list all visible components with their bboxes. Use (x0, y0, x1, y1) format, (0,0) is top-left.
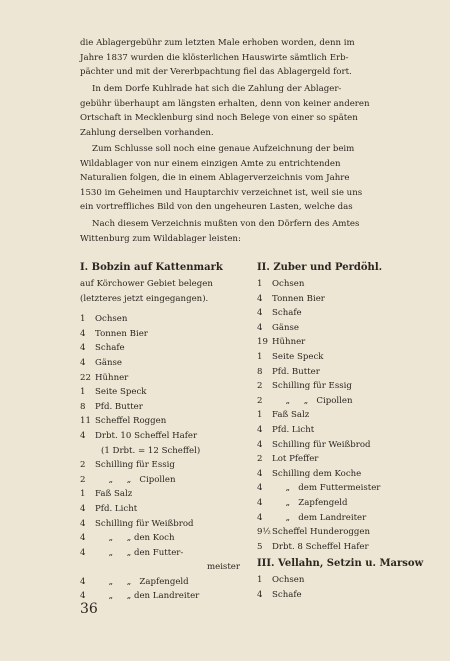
list-item (257, 467, 417, 482)
item-quantity: 1 (80, 387, 86, 398)
item-text: Gänse (272, 322, 300, 333)
list-item (257, 379, 417, 394)
text-line: Zum Schlusse soll noch eine genaue Aufzeichnung der beim (92, 144, 355, 154)
list-item (80, 312, 250, 327)
item-quantity: 1 (257, 279, 263, 289)
list-item (257, 438, 417, 453)
item-text: Scheffel Hunderoggen (272, 527, 371, 538)
item-quantity: 8 (80, 401, 86, 412)
list-item (80, 400, 250, 415)
text-line: Zahlung derselben vorhanden. (80, 127, 214, 138)
item-text: Tonnen Bier (95, 328, 148, 339)
item-quantity: 1 (257, 410, 263, 421)
item-text: Schilling für Weißbrod (95, 518, 194, 529)
item-text: Schafe (95, 343, 125, 354)
paragraph-2 (80, 82, 408, 140)
item-text: Ochsen (95, 314, 128, 325)
text-line: pächter und mit der Vererbpachtung fiel das Ablagergeld fort. (80, 67, 352, 78)
item-quantity: 2 (257, 395, 263, 406)
item-text: „ „ den Landreiter (95, 591, 200, 602)
list-item (80, 589, 250, 604)
list-item (80, 546, 250, 561)
item-text: Ochsen (272, 279, 305, 289)
item-quantity: 4 (80, 576, 86, 587)
section-vellahn (257, 558, 424, 602)
text-line: ein vortreffliches Bild von den ungeheuren Lasten, welche das (80, 202, 353, 213)
item-text: Schilling für Weißbrod (272, 439, 371, 450)
item-quantity: 19 (257, 337, 268, 348)
item-text: Schafe (272, 308, 302, 319)
list-item (80, 531, 250, 546)
item-text: „ „ Cipollen (272, 395, 353, 406)
item-quantity: 4 (80, 591, 86, 602)
item-text: „ dem Futtermeister (272, 483, 381, 494)
list-item (257, 540, 417, 555)
item-quantity: 4 (257, 322, 263, 333)
item-quantity: 4 (257, 439, 263, 450)
text-line: Ortschaft in Mecklenburg sind noch Belege von einer so späten (80, 113, 358, 124)
item-quantity: 2 (80, 474, 86, 485)
list-item (257, 496, 417, 511)
item-quantity: 1 (257, 575, 263, 586)
item-quantity: 2 (257, 381, 263, 392)
list-item (257, 481, 417, 496)
list-item (80, 473, 250, 488)
text-line: 1530 im Geheimen und Hauptarchiv verzeichnet ist, weil sie uns (80, 187, 363, 198)
item-text: Schilling für Essig (95, 460, 175, 471)
list-item (80, 487, 250, 502)
item-text: „ „ Zapfengeld (95, 576, 189, 587)
item-quantity: 1 (80, 314, 86, 325)
item-text: „ Zapfengeld (272, 497, 348, 508)
text-line: Jahre 1837 wurden die klösterlichen Hauswirte sämtlich Erb- (80, 52, 349, 63)
item-quantity: 4 (80, 533, 86, 544)
item-text: Drbt. 10 Scheffel Hafer (95, 430, 198, 441)
item-quantity: 4 (80, 547, 86, 558)
levy-list-vellahn (257, 573, 417, 602)
section-subline: auf Körchower Gebiet belegen (80, 279, 213, 289)
list-item (257, 588, 417, 603)
item-quantity: 11 (80, 416, 91, 427)
page-number: 36 (80, 601, 98, 617)
item-quantity: 9½ (257, 527, 271, 538)
item-quantity: 4 (80, 328, 86, 339)
list-item (257, 321, 417, 336)
item-text: Hühner (95, 372, 129, 383)
item-quantity: 4 (257, 497, 263, 508)
list-item (80, 502, 250, 517)
section-heading-vellahn: III. Vellahn, Setzin u. Marsow (257, 558, 424, 570)
list-item (80, 575, 250, 590)
item-text: Lot Pfeffer (272, 454, 319, 465)
paragraph-1 (80, 36, 408, 80)
levy-list-bobzin (80, 312, 250, 604)
text-line: die Ablagergebühr zum letzten Male erhoben worden, denn im (80, 38, 355, 48)
section-subline: (letzteres jetzt eingegangen). (80, 293, 209, 304)
item-quantity: 4 (257, 424, 263, 435)
item-text: Ochsen (272, 575, 305, 586)
text-line: Wittenburg zum Wildablager leisten: (80, 233, 241, 244)
list-column-left (80, 262, 250, 604)
item-text: „ dem Landreiter (272, 512, 367, 523)
item-text: Hühner (272, 337, 306, 348)
list-item (80, 327, 250, 342)
item-text: Seite Speck (95, 387, 147, 398)
item-quantity: 4 (257, 468, 263, 479)
item-quantity: 4 (80, 503, 86, 514)
item-quantity: 4 (257, 512, 263, 523)
list-item (257, 511, 417, 526)
section-heading-zuber: II. Zuber und Perdöhl. (257, 262, 383, 273)
text-line: Wildablager von nur einem einzigen Amte zu entrichtenden (80, 158, 341, 169)
list-item (80, 414, 250, 429)
list-item (257, 525, 417, 540)
item-text: (1 Drbt. = 12 Scheffel) (101, 445, 201, 456)
list-item (257, 573, 417, 588)
list-item (257, 277, 417, 292)
list-column-right (257, 262, 424, 602)
list-item (257, 335, 417, 350)
item-text: Scheffel Roggen (95, 416, 167, 427)
item-text: Faß Salz (272, 410, 310, 421)
list-item (257, 408, 417, 423)
item-quantity (80, 560, 95, 575)
item-quantity: 4 (80, 430, 86, 441)
list-item (80, 341, 250, 356)
list-item (257, 306, 417, 321)
text-line: gebühr überhaupt am längsten erhalten, denn von keiner anderen (80, 98, 370, 109)
paragraph-3 (80, 142, 408, 215)
item-quantity: 4 (257, 589, 263, 600)
item-text: Pfd. Licht (95, 503, 138, 514)
text-line: Nach diesem Verzeichnis mußten von den Dörfern des Amtes (92, 219, 360, 229)
list-item (80, 444, 250, 459)
item-text: Pfd. Butter (95, 401, 143, 412)
item-text: Seite Speck (272, 351, 324, 362)
text-line: In dem Dorfe Kuhlrade hat sich die Zahlung der Ablager- (92, 84, 342, 94)
item-text: Gänse (95, 357, 123, 368)
item-text: „ „ den Koch (95, 533, 175, 544)
item-text: Tonnen Bier (272, 293, 325, 304)
item-quantity: 4 (257, 308, 263, 319)
list-item (80, 385, 250, 400)
item-quantity: 1 (80, 489, 86, 500)
item-quantity: 1 (257, 351, 263, 362)
item-text: Pfd. Butter (272, 366, 320, 377)
item-quantity: 22 (80, 372, 91, 383)
item-text: Pfd. Licht (272, 424, 315, 435)
list-item (80, 517, 250, 532)
list-item (257, 350, 417, 365)
item-quantity: 8 (257, 366, 263, 377)
item-text: „ „ Cipollen (95, 474, 176, 485)
item-text: Schilling für Essig (272, 381, 352, 392)
levy-list-zuber (257, 277, 417, 554)
item-quantity: 2 (80, 460, 86, 471)
text-line: Naturalien folgen, die in einem Ablagerverzeichnis vom Jahre (80, 173, 350, 184)
item-text: Schilling dem Koche (272, 468, 362, 479)
list-item (257, 365, 417, 380)
list-item (80, 560, 250, 575)
list-item (80, 458, 250, 473)
item-quantity: 5 (257, 541, 263, 552)
paragraph-4 (80, 217, 408, 246)
item-quantity: 4 (80, 518, 86, 529)
list-item (257, 452, 417, 467)
list-item (80, 429, 250, 444)
item-text: meister (206, 562, 240, 573)
item-text: Drbt. 8 Scheffel Hafer (272, 541, 369, 552)
list-item (80, 356, 250, 371)
section-heading-bobzin: I. Bobzin auf Kattenmark (80, 262, 223, 273)
list-item (257, 423, 417, 438)
item-quantity: 4 (257, 293, 263, 304)
list-item (257, 292, 417, 307)
item-text: Schafe (272, 589, 302, 600)
item-quantity: 4 (80, 343, 86, 354)
item-quantity: 2 (257, 454, 263, 465)
list-item (80, 371, 250, 386)
item-quantity: 4 (257, 483, 263, 494)
item-quantity: 4 (80, 357, 86, 368)
item-text: „ „ den Futter- (95, 547, 184, 558)
list-item (257, 394, 417, 409)
item-text: Faß Salz (95, 489, 133, 500)
item-quantity (80, 444, 95, 459)
